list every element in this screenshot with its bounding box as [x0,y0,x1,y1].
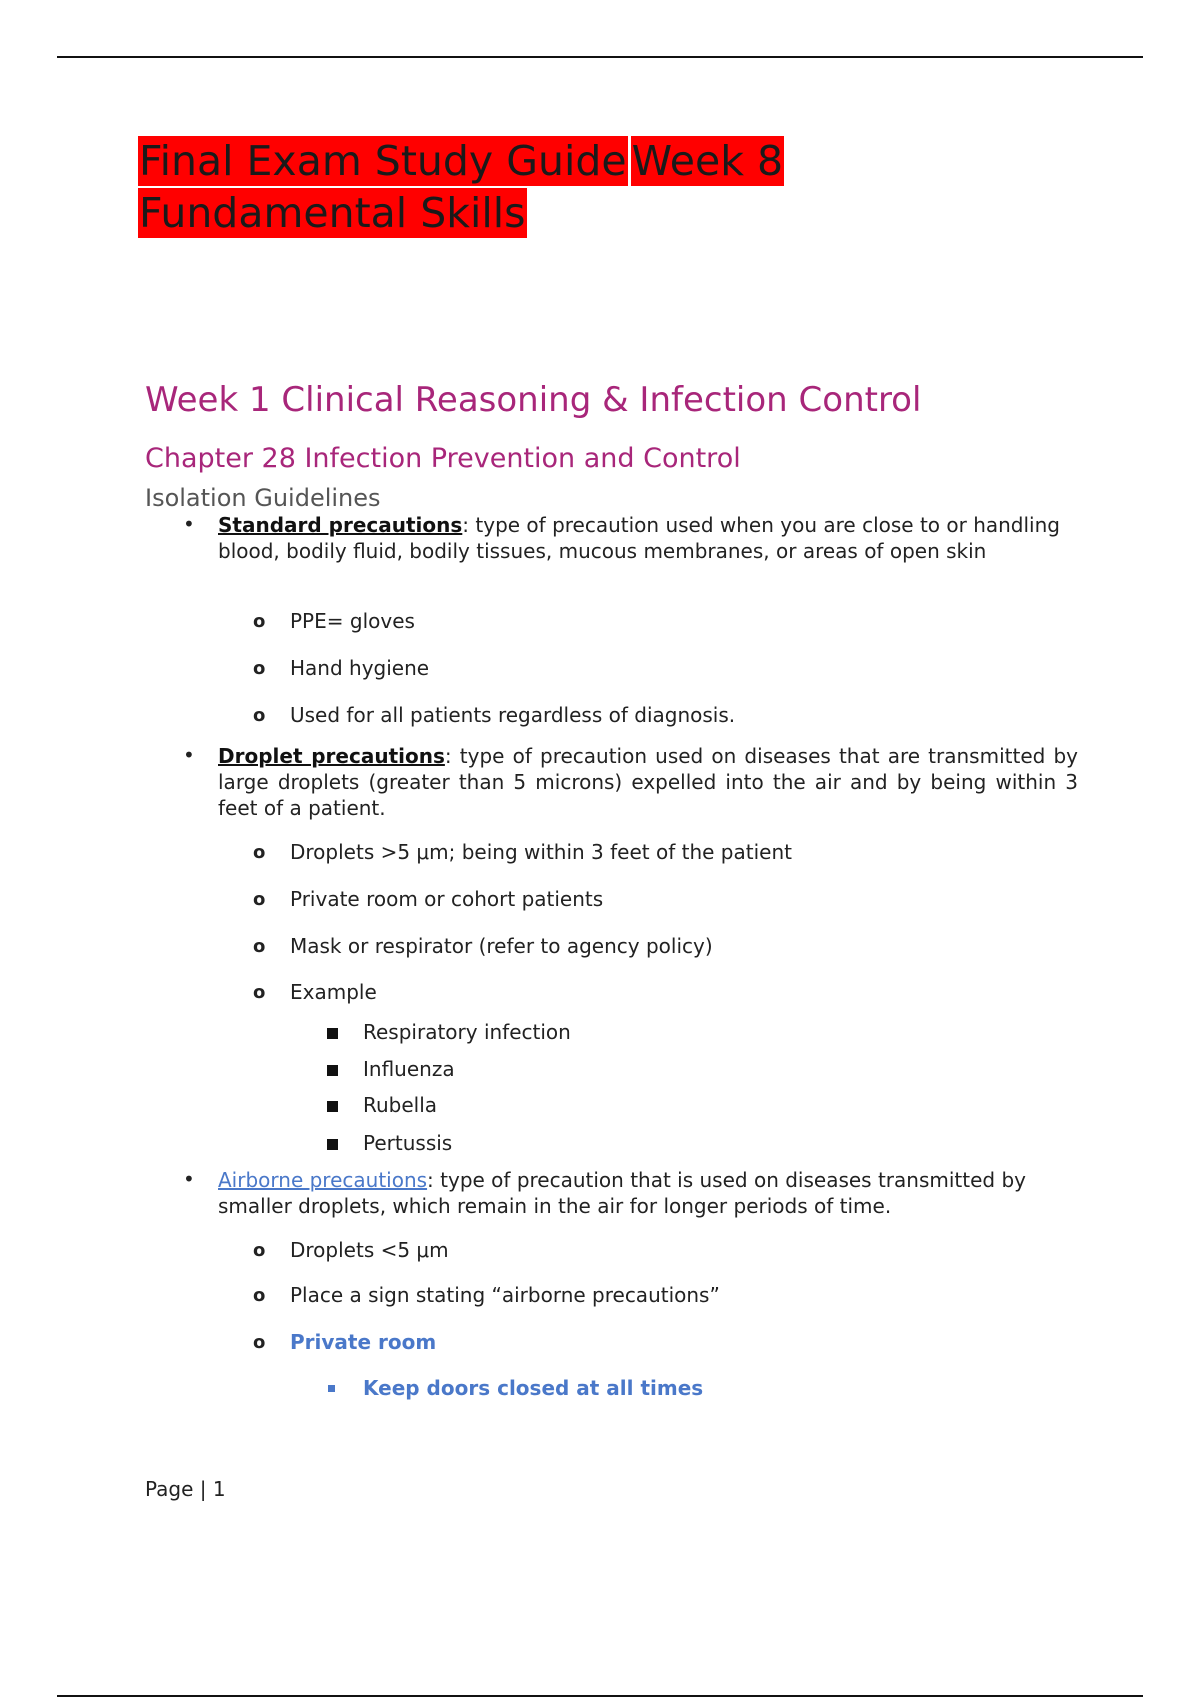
title-part-3: Fundamental Skills [139,189,526,237]
standard-precautions-term: Standard precautions [218,513,463,537]
list-item: Droplets >5 μm; being within 3 feet of the patient [290,840,792,864]
title-part-1: Final Exam Study Guide [139,137,627,185]
list-item-highlighted: Private room [290,1330,437,1354]
bullet-icon: • [183,1167,195,1191]
airborne-precautions-link[interactable]: Airborne precautions [218,1168,428,1192]
standard-precautions-text: : type of precaution used when you are close to or handling blood, bodily fluid, bodily tissues, mucous membranes, or areas of open skin [218,513,1060,563]
droplet-precautions-text: : type of precaution used on diseases that are transmitted by large droplets (greater than 5 microns) expelled into the air and by being within 3 feet of a patient. [218,744,1078,820]
bullet-icon: • [183,743,195,767]
page-number: Page | 1 [145,1477,226,1501]
circle-bullet-icon: o [253,842,266,863]
bottom-rule [57,1695,1143,1697]
circle-bullet-icon: o [253,1285,266,1306]
circle-bullet-icon: o [253,889,266,910]
circle-bullet-icon: o [253,1240,266,1261]
title-part-2: Week 8 [631,137,784,185]
document-title [138,136,784,240]
standard-precautions-paragraph [218,512,1078,564]
droplet-precautions-term: Droplet precautions [218,744,445,768]
section-heading: Isolation Guidelines [145,484,381,512]
square-bullet-icon [328,1385,335,1392]
circle-bullet-icon: o [253,936,266,957]
example-item: Pertussis [363,1131,453,1155]
top-rule [57,56,1143,58]
airborne-precautions-paragraph [218,1167,1078,1219]
airborne-precautions-text: : type of precaution that is used on diseases transmitted by smaller droplets, which remain in the air for longer periods of time. [218,1168,1026,1218]
example-item: Influenza [363,1057,455,1081]
circle-bullet-icon: o [253,982,266,1003]
sub-list-item-highlighted: Keep doors closed at all times [363,1376,704,1400]
droplet-precautions-paragraph [218,743,1078,821]
list-item: Private room or cohort patients [290,887,604,911]
circle-bullet-icon: o [253,658,266,679]
circle-bullet-icon: o [253,1332,266,1353]
list-item: PPE= gloves [290,609,415,633]
list-item: Hand hygiene [290,656,430,680]
circle-bullet-icon: o [253,705,266,726]
bullet-icon: • [183,512,195,536]
circle-bullet-icon: o [253,611,266,632]
chapter-heading: Chapter 28 Infection Prevention and Control [145,443,741,474]
square-bullet-icon [327,1028,338,1039]
list-item: Used for all patients regardless of diagnosis. [290,703,736,727]
list-item: Droplets <5 μm [290,1238,449,1262]
list-item: Example [290,980,377,1004]
list-item: Mask or respirator (refer to agency policy) [290,934,713,958]
week-heading: Week 1 Clinical Reasoning & Infection Control [145,380,922,420]
example-item: Respiratory infection [363,1020,571,1044]
square-bullet-icon [327,1139,338,1150]
example-item: Rubella [363,1093,438,1117]
square-bullet-icon [327,1065,338,1076]
list-item: Place a sign stating “airborne precautions” [290,1283,720,1307]
square-bullet-icon [327,1101,338,1112]
